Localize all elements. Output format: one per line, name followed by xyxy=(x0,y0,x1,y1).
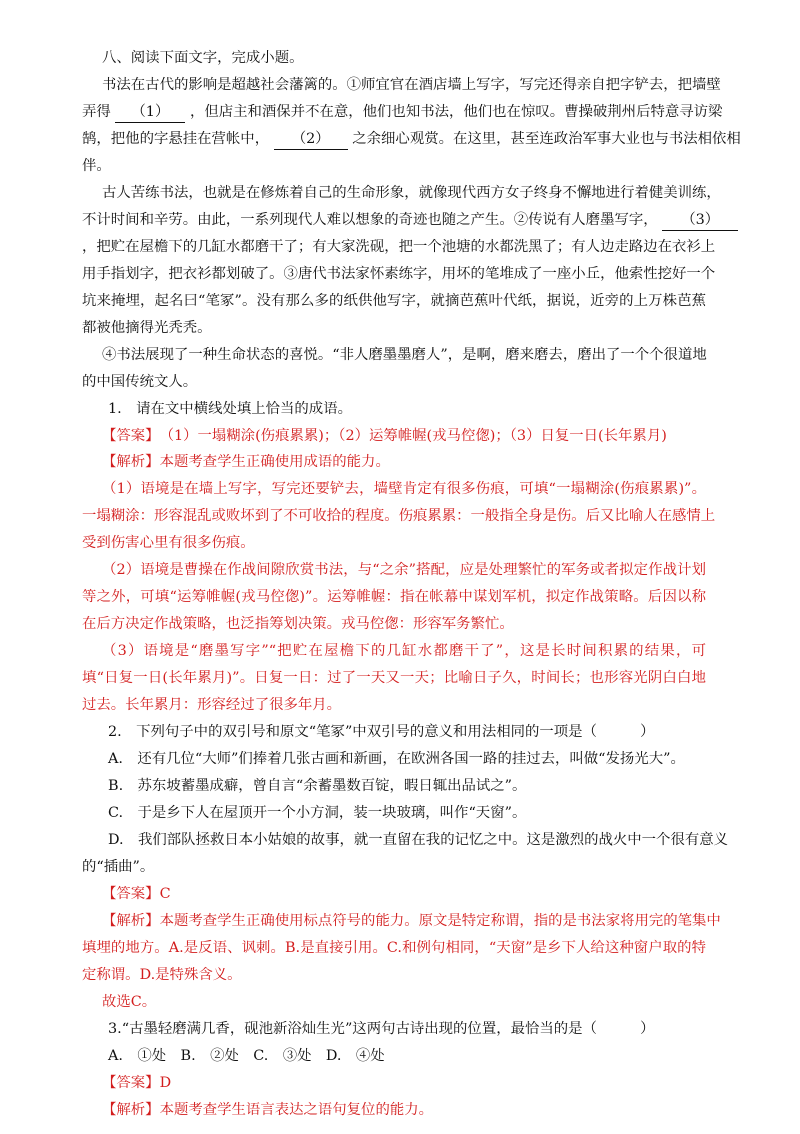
q3-answer: 【答案】D xyxy=(102,1075,172,1091)
question-3: 3.“古墨轻磨满几香，砚池新浴灿生光”这两句古诗出现的位置，最恰当的是（ ） xyxy=(108,1021,655,1037)
q1-analysis-line: 一塌糊涂：形容混乱或败坏到了不可收拾的程度。伤痕累累：一般指全身是伤。后又比喻人在感情上 xyxy=(82,508,716,524)
q1-analysis-line: 等之外，可填“运筹帷幄(戎马倥偬)”。运筹帷幄：指在帐幕中谋划军机，拟定作战策略。后因以称 xyxy=(82,589,706,605)
q2-answer: 【答案】C xyxy=(102,886,171,902)
q1-analysis-line: （3）语境是“磨墨写字”“把贮在屋檐下的几缸水都磨干了”，这是长时间积累的结果，可 xyxy=(102,643,706,659)
q3-analysis: 【解析】本题考查学生语言表达之语句复位的能力。 xyxy=(102,1102,434,1118)
q1-analysis-line: 在后方决定作战策略，也泛指筹划决策。戎马倥偬：形容军务繁忙。 xyxy=(82,616,514,632)
passage-line: ，把贮在屋檐下的几缸水都磨干了；有大家洗砚，把一个池塘的水都洗黑了；有人边走路边在衣衫上 xyxy=(82,239,716,255)
q1-analysis-line: 填“日复一日(长年累月)”。日复一日：过了一天又一天；比喻日子久，时间长；也形容光阴白白地 xyxy=(82,670,706,686)
q2-option-a: A. 还有几位“大师”们捧着几张古画和新画，在欧洲各国一路的挂过去，叫做“发扬光大”。 xyxy=(108,751,685,767)
question-2: 2. 下列句子中的双引号和原文“笔冢”中双引号的意义和用法相同的一项是（ ） xyxy=(108,724,655,740)
q2-option-d: D. 我们部队拯救日本小姑娘的故事，就一直留在我的记忆之中。这是激烈的战火中一个很有意义 xyxy=(108,832,729,848)
blank-1: （1） xyxy=(115,102,185,123)
q2-option-b: B. 苏东坡蓄墨成癖，曾自言“余蓄墨数百锭，暇日辄出品试之”。 xyxy=(108,778,527,794)
passage-line: 弄得 （1） ，但店主和酒保并不在意，他们也知书法，他们也在惊叹。曹操破荆州后特意寻访梁 xyxy=(82,102,706,123)
q2-analysis: 【解析】本题考查学生正确使用标点符号的能力。原文是特定称谓，指的是书法家将用完的笔集中 xyxy=(102,913,721,929)
passage-line: 都被他摘得光秃秃。 xyxy=(82,320,212,336)
q1-answer: 【答案】 （1）一塌糊涂(伤痕累累)；（2）运筹帷幄(戎马倥偬)；（3）日复一日(长年累月) xyxy=(102,428,667,444)
passage-line: 用手指划字，把衣衫都划破了。③唐代书法家怀素练字，用坏的笔堆成了一座小丘，他索性挖好一个 xyxy=(82,266,716,282)
passage-line: 鹄，把他的字悬挂在营帐中， （2） 之余细心观赏。在这里，甚至连政治军事大业也与书法相依相 xyxy=(82,129,706,150)
blank-2: （2） xyxy=(274,129,348,150)
q1-analysis: 【解析】本题考查学生正确使用成语的能力。 xyxy=(102,454,390,470)
passage-line: 伴。 xyxy=(82,158,111,174)
passage-line: 不计时间和辛劳。由此，一系列现代人难以想象的奇迹也随之产生。②传说有人磨墨写字， （3） xyxy=(82,210,706,231)
passage-line: 古人苦练书法，也就是在修炼着自己的生命形象，就像现代西方女子终身不懈地进行着健美训练， xyxy=(102,185,721,201)
q2-analysis-line: 定称谓。D.是特殊含义。 xyxy=(82,967,242,983)
q2-conclusion: 故选C。 xyxy=(102,994,157,1010)
q2-analysis-line: 填埋的地方。A.是反语、讽刺。B.是直接引用。C.和例句相同，“天窗”是乡下人给这种窗户取的特 xyxy=(82,940,706,956)
passage-line: 的中国传统文人。 xyxy=(82,374,198,390)
q1-analysis-line: （1）语境是在墙上写字，写完还要铲去，墙壁肯定有很多伤痕，可填“一塌糊涂(伤痕累累)”。 xyxy=(102,481,706,497)
q1-analysis-line: 受到伤害心里有很多伤痕。 xyxy=(82,535,255,551)
q1-analysis-line: 过去。长年累月：形容经过了很多年月。 xyxy=(82,697,342,713)
q2-option-d-cont: 的“插曲”。 xyxy=(82,859,155,875)
passage-line: 书法在古代的影响是超越社会藩篱的。①师宜官在酒店墙上写字，写完还得亲自把字铲去，把墙壁 xyxy=(102,77,721,93)
question-1: 1. 请在文中横线处填上恰当的成语。 xyxy=(108,401,352,417)
q3-options: A. ①处 B. ②处 C. ③处 D. ④处 xyxy=(108,1048,385,1064)
section-title: 八、阅读下面文字，完成小题。 xyxy=(102,50,304,66)
passage-line: 坑来掩埋，起名曰“笔冢”。没有那么多的纸供他写字，就摘芭蕉叶代纸，据说，近旁的上万株芭蕉 xyxy=(82,293,706,309)
passage-line: ④书法展现了一种生命状态的喜悦。“非人磨墨墨磨人”，是啊，磨来磨去，磨出了一个个很道地 xyxy=(102,347,707,363)
q1-analysis-line: （2）语境是曹操在作战间隙欣赏书法，与“之余”搭配，应是处理繁忙的军务或者拟定作战计划 xyxy=(102,562,706,578)
blank-3: （3） xyxy=(662,210,738,231)
q2-option-c: C. 于是乡下人在屋顶开一个小方洞，装一块玻璃，叫作“天窗”。 xyxy=(108,805,527,821)
